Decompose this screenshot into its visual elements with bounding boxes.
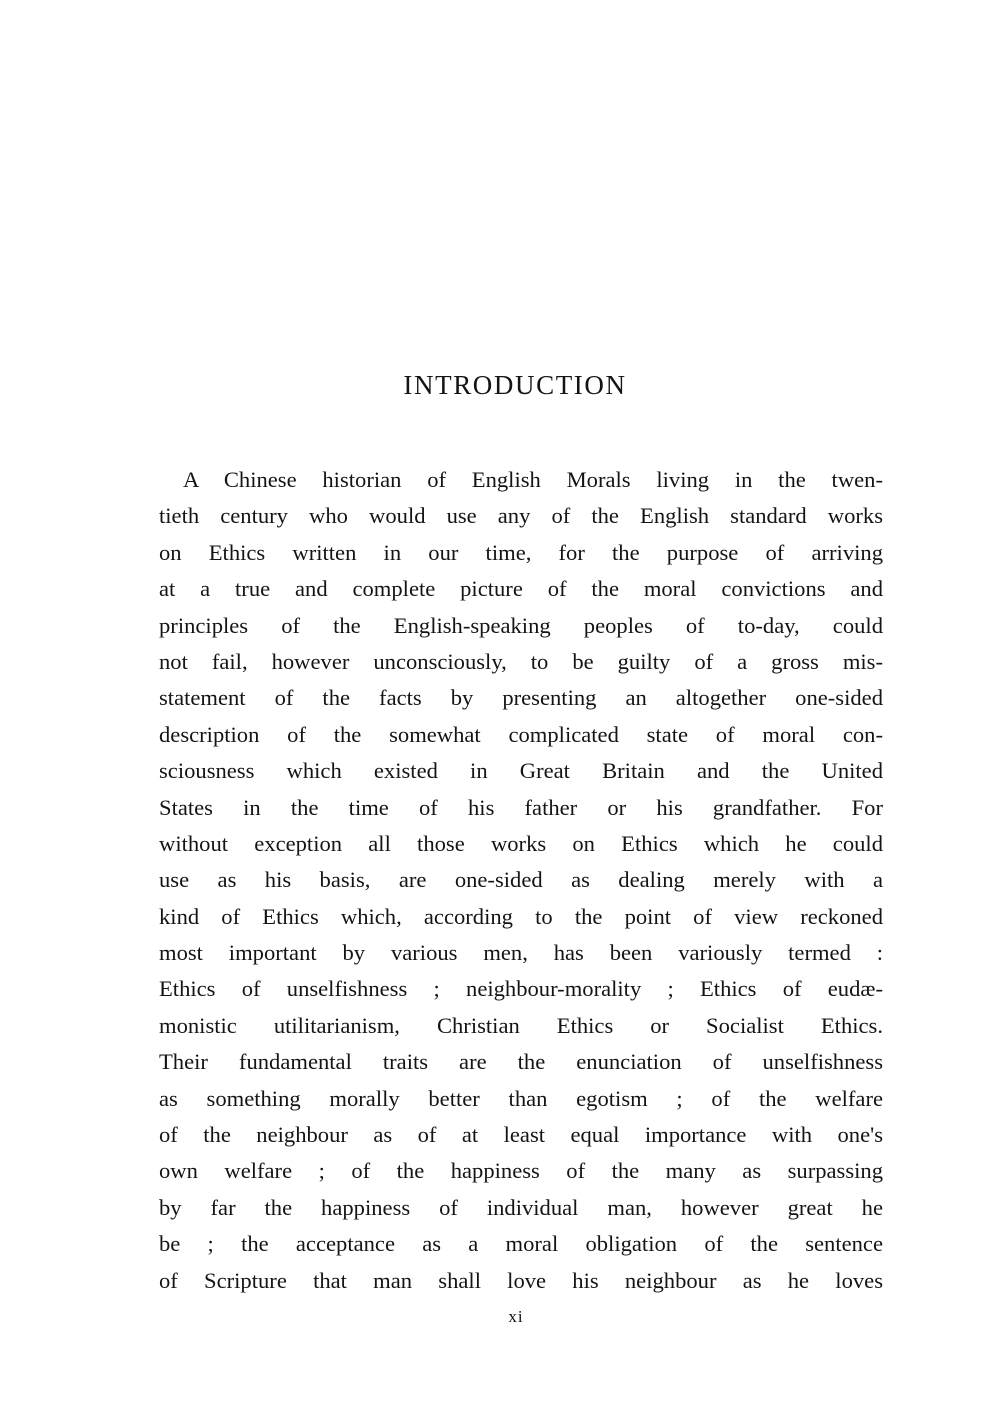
text-line: most important by various men, has been variously termed :	[159, 940, 883, 966]
text-line: statement of the facts by presenting an altogether one-sided	[159, 685, 883, 711]
text-line: of the neighbour as of at least equal importance with one's	[159, 1122, 883, 1148]
text-line: as something morally better than egotism ; of the welfare	[159, 1085, 883, 1111]
text-line: own welfare ; of the happiness of the many as surpassing	[159, 1158, 883, 1184]
chapter-heading: INTRODUCTION	[403, 370, 627, 400]
page-number: xi	[508, 1307, 524, 1326]
text-line: use as his basis, are one-sided as dealing merely with a	[159, 867, 883, 893]
text-line: A Chinese historian of English Morals living in the twen-	[183, 467, 883, 492]
text-line: without exception all those works on Ethics which he could	[159, 830, 883, 856]
text-line: Ethics of unselfishness ; neighbour-morality ; Ethics of eudæ-	[159, 976, 883, 1002]
text-line: of Scripture that man shall love his neighbour as he loves	[159, 1267, 883, 1293]
text-line: sciousness which existed in Great Britain and the United	[159, 758, 883, 784]
text-line: monistic utilitarianism, Christian Ethics or Socialist Ethics.	[159, 1012, 883, 1038]
text-line: at a true and complete picture of the moral convictions and	[159, 576, 883, 602]
text-line: description of the somewhat complicated state of moral con-	[159, 721, 883, 747]
text-line: be ; the acceptance as a moral obligation of the sentence	[159, 1231, 883, 1257]
text-line: not fail, however unconsciously, to be guilty of a gross mis-	[159, 648, 883, 674]
text-line: kind of Ethics which, according to the point of view reckoned	[159, 903, 883, 929]
text-line: tieth century who would use any of the English standard works	[159, 503, 883, 529]
text-line: on Ethics written in our time, for the purpose of arriving	[159, 539, 883, 565]
text-line: principles of the English-speaking peoples of to-day, could	[159, 612, 883, 638]
body-paragraph	[159, 462, 883, 1299]
text-line: Their fundamental traits are the enunciation of unselfishness	[159, 1049, 883, 1075]
text-line: States in the time of his father or his grandfather. For	[159, 794, 883, 820]
text-line: by far the happiness of individual man, however great he	[159, 1194, 883, 1220]
